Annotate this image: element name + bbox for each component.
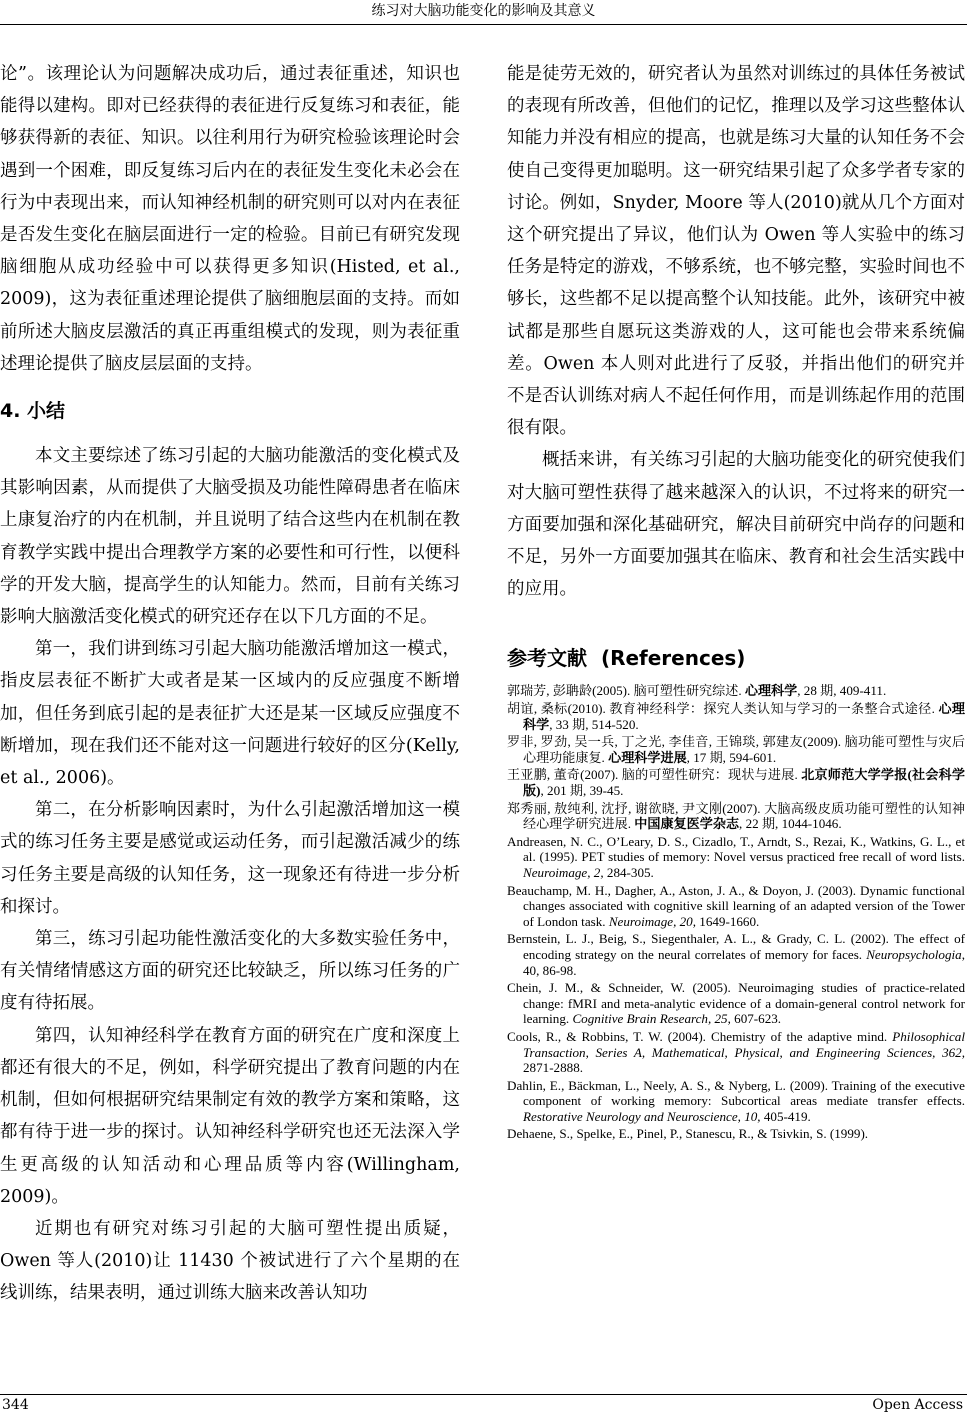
reference-text: 王亚鹏, 董奇(2007). 脑的可塑性研究：现状与进展. (507, 767, 802, 783)
reference-text: Bernstein, L. J., Beig, S., Siegenthaler, A. L., & Grady, C. L. (2002). The effect of encoding strategy on the neural correlates of memory for faces. (507, 931, 965, 962)
reference-pages: 405-419. (760, 1108, 811, 1124)
paragraph: 能是徒劳无效的，研究者认为虽然对训练过的具体任务被试的表现有所改善，但他们的记忆，推理以及学习这些整体认知能力并没有相应的提高，也就是练习大量的认知任务不会使自己变得更加聪明。这一研究结果引起了众多学者专家的讨论。例如，Snyder, Moore 等人(2010)就从几个方面对这个研究提出了异议，他们认为 Owen 等人实验中的练习任务是特定的游戏，不够系统，也不够完整，实验时间也不够长，这些都不足以提高整个认知技能。此外，该研究中被试都是那些自愿玩这类游戏的人，这可能也会带来系统偏差。Owen 本人则对此进行了反驳，并指出他们的研究并不是否认训练对病人不起任何作用，而是训练起作用的范围很有限。 (507, 64, 965, 439)
reference-journal: 心理科学 (523, 701, 965, 732)
reference-text: Dahlin, E., Bäckman, L., Neely, A. S., & Nyberg, L. (2009). Training of the executive component of working memory: Subcortical areas mediate transfer effects. (507, 1077, 965, 1109)
section-heading: 4. 小结 (0, 400, 66, 423)
reference-entry (507, 1126, 965, 1142)
reference-entry (507, 1029, 965, 1076)
reference-pages: , 40, 86-98. (523, 946, 965, 978)
reference-pages: , 33 期, 514-520. (549, 716, 639, 732)
reference-pages: , 201 期, 39-45. (540, 783, 624, 799)
reference-text: Beauchamp, M. H., Dagher, A., Aston, J. A., & Doyon, J. (2003). Dynamic functional changes associated with cognitive skill learning of an adapted version of the Tower of London task. (507, 882, 965, 929)
reference-entry (507, 980, 965, 1027)
paragraph: 概括来讲，有关练习引起的大脑功能变化的研究使我们对大脑可塑性获得了越来越深入的认识，不过将来的研究一方面要加强和深化基础研究，解决目前研究中尚存的问题和不足，另外一方面要加强其在临床、教育和社会生活实践中的应用。 (507, 450, 965, 600)
paragraph: 论”。该理论认为问题解决成功后，通过表征重述，知识也能得以建构。即对已经获得的表征进行反复练习和表征，能够获得新的表征、知识。以往利用行为研究检验该理论时会遇到一个困难，即反复练习后内在的表征发生变化未必会在行为中表现出来，而认知神经机制的研究则可以对内在表征是否发生变化在脑层面进行一定的检验。目前已有研究发现脑细胞从成功经验中可以获得更多知识(Histed, et al., 2009)，这为表征重述理论提供了脑细胞层面的支持。而如前所述大脑皮层激活的真正再重组模式的发现，则为表征重述理论提供了脑皮层层面的支持。 (0, 64, 460, 374)
reference-pages: 607-623. (730, 1011, 782, 1027)
reference-journal: Neuroimage, 20, (608, 913, 696, 929)
reference-pages: , 22 期, 1044-1046. (739, 816, 842, 832)
reference-text: 郑秀丽, 敖纯利, 沈抒, 谢欲晓, 尹文刚(2007). 大脑高级皮质功能可塑性的认知神经心理学研究进展. (507, 800, 965, 832)
reference-journal: Restorative Neurology and Neuroscience, 10, (523, 1108, 761, 1124)
reference-entry (507, 734, 965, 765)
reference-journal: Neuroimage, 2, (523, 864, 604, 880)
reference-text: Andreasen, N. C., O’Leary, D. S., Cizadlo, T., Arndt, S., Rezai, K., Watkins, G. L., et al. (1995). PET studies of memory: Novel versus practiced free recall of word lists. (507, 833, 965, 865)
reference-list (507, 683, 965, 1142)
page-number: 344 (2, 1397, 29, 1413)
reference-text: Chein, J. M., & Schneider, W. (2005). Neuroimaging studies of practice-related change: fMRI and meta-analytic evidence of a domain-general control network for learning. (507, 980, 965, 1027)
reference-entry (507, 1078, 965, 1125)
reference-journal: Neuropsychologia (866, 946, 962, 962)
reference-journal: 心理科学 (744, 683, 798, 699)
left-column (0, 58, 460, 1310)
reference-pages: 284-305. (603, 864, 654, 880)
reference-pages: 2871-2888. (523, 1060, 584, 1076)
reference-text: Cools, R., & Robbins, T. W. (2004). Chemistry of the adaptive mind. (507, 1028, 893, 1044)
paragraph: 第三，练习引起功能性激活变化的大多数实验任务中，有关情绪情感这方面的研究还比较缺乏，所以练习任务的广度有待拓展。 (0, 929, 460, 1014)
reference-journal: Cognitive Brain Research, 25, (572, 1011, 731, 1027)
running-header (0, 0, 967, 25)
references-heading-cn: 参考文献 (507, 646, 587, 671)
reference-pages: 1649-1660. (696, 913, 760, 929)
reference-journal: 北京师范大学学报(社会科学版) (523, 767, 965, 799)
paragraph: 第四，认知神经科学在教育方面的研究在广度和深度上都还有很大的不足，例如，科学研究提出了教育问题的内在机制，但如何根据研究结果制定有效的教学方案和策略，这都有待于进一步的探讨。认知神经科学研究也还无法深入学生更高级的认知活动和心理品质等内容(Willingham, 2009)。 (0, 1025, 460, 1207)
reference-entry (507, 683, 965, 699)
reference-entry (507, 931, 965, 978)
reference-pages: , 17 期, 594-601. (686, 749, 777, 765)
reference-text: 罗非, 罗劲, 吴一兵, 丁之光, 李佳音, 王锦琰, 郭建友(2009). 脑功能可塑性与灾后心理功能康复. (507, 734, 965, 765)
reference-text: 郭瑞芳, 彭聃龄(2005). 脑可塑性研究综述. (507, 683, 745, 699)
reference-journal: 心理科学进展 (608, 749, 687, 765)
reference-journal: Philosophical Transaction, Series A, Mathematical, Physical, and Engineering Sciences, 362, (523, 1028, 965, 1060)
reference-entry (507, 834, 965, 881)
references-heading-en: (References) (600, 646, 746, 671)
reference-text: Dehaene, S., Spelke, E., Pinel, P., Stanescu, R., & Tsivkin, S. (1999). (507, 1126, 869, 1142)
reference-entry (507, 801, 965, 832)
paragraph: 第一，我们讲到练习引起大脑功能激活增加这一模式，指皮层表征不断扩大或者是某一区域内的反应强度不断增加，但任务到底引起的是表征扩大还是某一区域反应强度不断增加，现在我们还不能对这一问题进行较好的区分(Kelly, et al., 2006)。 (0, 639, 460, 789)
reference-text: 胡谊, 桑标(2010). 教育神经科学：探究人类认知与学习的一条整合式途径. (507, 701, 939, 717)
paragraph: 本文主要综述了练习引起的大脑功能激活的变化模式及其影响因素，从而提供了大脑受损及功能性障碍患者在临床上康复治疗的内在机制，并且说明了结合这些内在机制在教育教学实践中提出合理教学方案的必要性和可行性，以便科学的开发大脑，提高学生的认知能力。然而，目前有关练习影响大脑激活变化模式的研究还存在以下几方面的不足。 (0, 446, 460, 628)
references-heading (507, 645, 965, 671)
page-footer (0, 1394, 967, 1415)
reference-journal: 中国康复医学杂志 (634, 816, 740, 832)
reference-entry (507, 701, 965, 732)
paragraph: 近期也有研究对练习引起的大脑可塑性提出质疑，Owen 等人(2010)让 11430 个被试进行了六个星期的在线训练，结果表明，通过训练大脑来改善认知功 (0, 1218, 460, 1304)
right-column (507, 58, 965, 1144)
reference-entry (507, 883, 965, 930)
publisher-label: Open Access (872, 1397, 963, 1413)
paragraph: 第二，在分析影响因素时，为什么引起激活增加这一模式的练习任务主要是感觉或运动任务，而引起激活减少的练习任务主要是高级的认知任务，这一现象还有待进一步分析和探讨。 (0, 800, 460, 917)
header-title: 练习对大脑功能变化的影响及其意义 (371, 3, 596, 19)
reference-entry (507, 767, 965, 798)
reference-pages: , 28 期, 409-411. (797, 683, 887, 699)
